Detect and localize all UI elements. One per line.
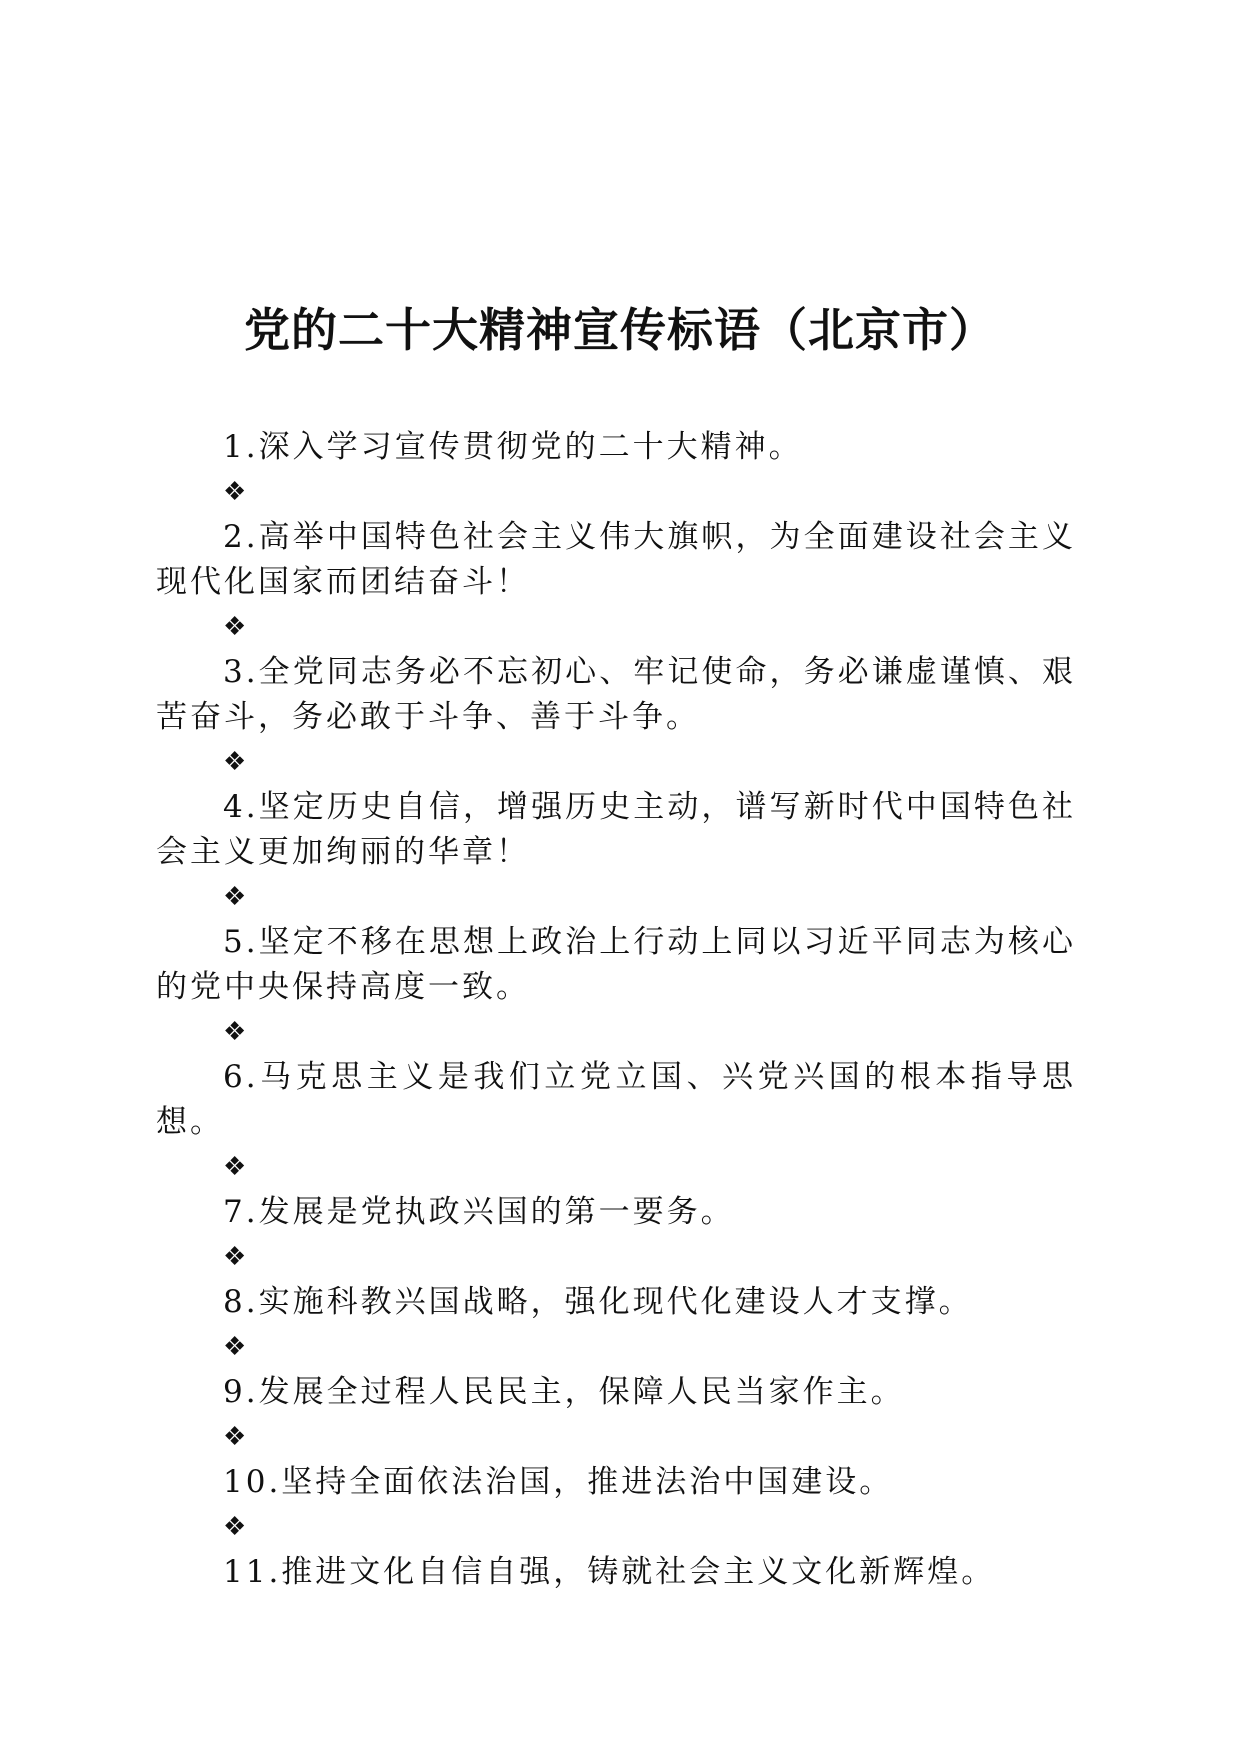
- separator-7: ❖: [223, 1242, 247, 1272]
- slogan-4: 4.坚定历史自信，增强历史主动，谱写新时代中国特色社会主义更加绚丽的华章！: [156, 789, 1076, 870]
- slogan-3: 3.全党同志务必不忘初心、牢记使命，务必谦虚谨慎、艰苦奋斗，务必敢于斗争、善于斗争。: [156, 654, 1076, 735]
- separator-9: ❖: [223, 1422, 247, 1452]
- slogan-8: 8.实施科教兴国战略，强化现代化建设人才支撑。: [223, 1284, 973, 1320]
- slogan-6: 6.马克思主义是我们立党立国、兴党兴国的根本指导思想。: [156, 1059, 1076, 1140]
- separator-8: ❖: [223, 1332, 247, 1362]
- slogan-1: 1.深入学习宣传贯彻党的二十大精神。: [223, 429, 803, 465]
- separator-5: ❖: [223, 1017, 247, 1047]
- slogan-11: 11.推进文化自信自强，铸就社会主义文化新辉煌。: [223, 1554, 996, 1590]
- slogan-list: [156, 425, 1076, 1595]
- separator-2: ❖: [223, 612, 247, 642]
- separator-1: ❖: [223, 477, 247, 507]
- slogan-5: 5.坚定不移在思想上政治上行动上同以习近平同志为核心的党中央保持高度一致。: [156, 924, 1076, 1005]
- slogan-7: 7.发展是党执政兴国的第一要务。: [223, 1194, 735, 1230]
- separator-3: ❖: [223, 747, 247, 777]
- document-title: 党的二十大精神宣传标语（北京市）: [244, 303, 996, 357]
- separator-6: ❖: [223, 1152, 247, 1182]
- separator-4: ❖: [223, 882, 247, 912]
- slogan-9: 9.发展全过程人民民主，保障人民当家作主。: [223, 1374, 905, 1410]
- separator-10: ❖: [223, 1512, 247, 1542]
- slogan-2: 2.高举中国特色社会主义伟大旗帜，为全面建设社会主义现代化国家而团结奋斗！: [156, 519, 1076, 600]
- slogan-10: 10.坚持全面依法治国，推进法治中国建设。: [223, 1464, 894, 1500]
